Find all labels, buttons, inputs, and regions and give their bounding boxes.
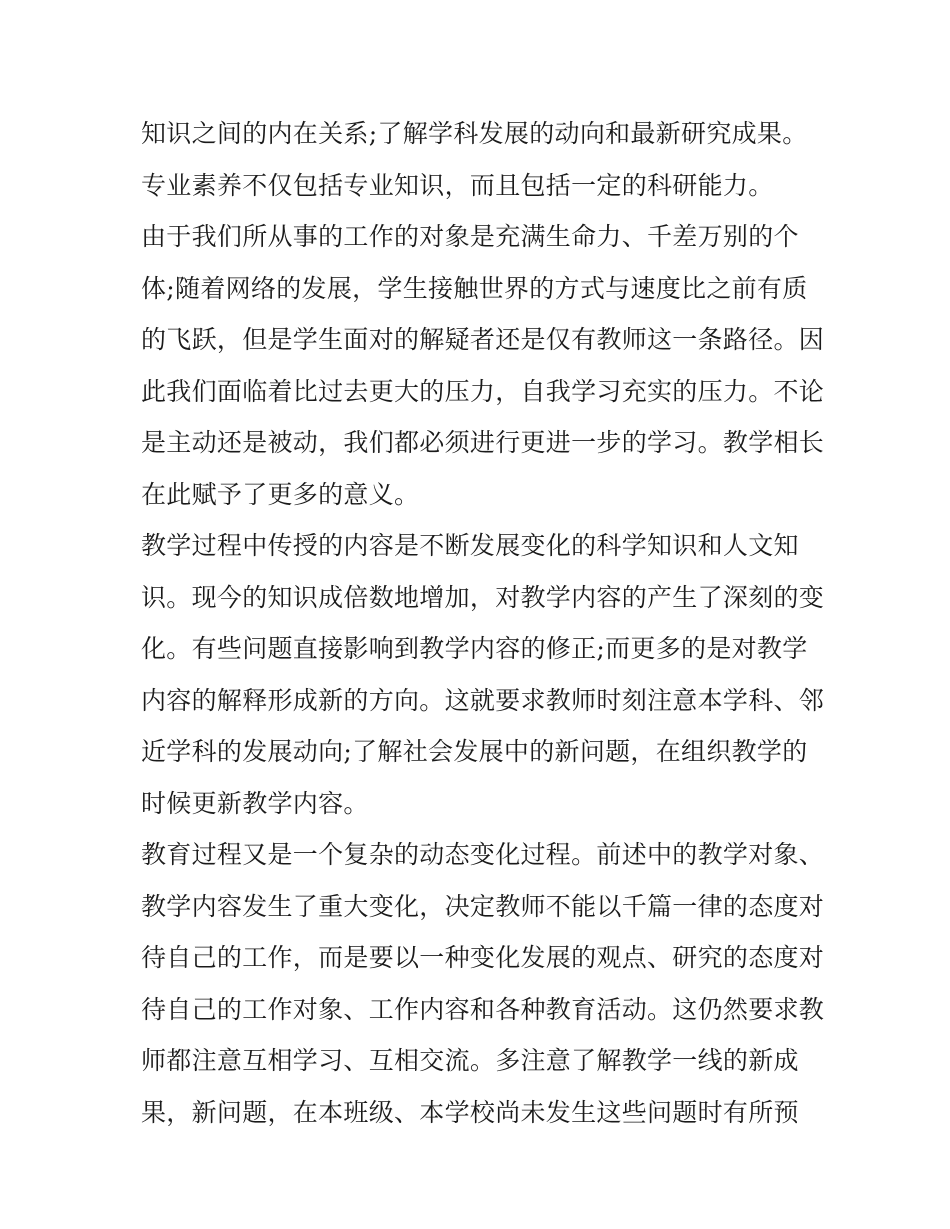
text-line: 待自己的工作，而是要以一种变化发展的观点、研究的态度对	[141, 943, 825, 972]
text-line: 化。有些问题直接影响到教学内容的修正;而更多的是对教学	[141, 634, 808, 663]
text-line: 教学过程中传授的内容是不断发展变化的科学知识和人文知	[141, 531, 799, 560]
text-line: 近学科的发展动向;了解社会发展中的新问题，在组织教学的	[141, 737, 808, 766]
text-line: 教学内容发生了重大变化，决定教师不能以千篇一律的态度对	[141, 891, 825, 921]
text-line: 体;随着网络的发展，学生接触世界的方式与速度比之前有质	[141, 273, 808, 303]
text-line: 教育过程又是一个复杂的动态变化过程。前述中的教学对象、	[141, 840, 825, 869]
text-line: 知识之间的内在关系;了解学科发展的动向和最新研究成果。	[141, 119, 808, 148]
text-line: 待自己的工作对象、工作内容和各种教育活动。这仍然要求教	[141, 994, 825, 1024]
text-line: 内容的解释形成新的方向。这就要求教师时刻注意本学科、邻	[141, 685, 825, 715]
text-line: 由于我们所从事的工作的对象是充满生命力、千差万别的个	[141, 222, 799, 251]
text-line: 此我们面临着比过去更大的压力，自我学习充实的压力。不论	[141, 376, 825, 406]
text-line: 师都注意互相学习、互相交流。多注意了解教学一线的新成	[141, 1046, 799, 1075]
text-line: 的飞跃，但是学生面对的解疑者还是仅有教师这一条路径。因	[141, 325, 825, 354]
document-body	[141, 108, 825, 1138]
text-line: 时候更新教学内容。	[141, 788, 369, 818]
text-line: 在此赋予了更多的意义。	[141, 479, 420, 509]
text-line: 果，新问题，在本班级、本学校尚未发生这些问题时有所预	[141, 1097, 799, 1127]
text-line: 是主动还是被动，我们都必须进行更进一步的学习。教学相长	[141, 428, 825, 457]
text-line: 识。现今的知识成倍数地增加，对教学内容的产生了深刻的变	[141, 582, 825, 612]
text-line: 专业素养不仅包括专业知识，而且包括一定的科研能力。	[141, 170, 774, 200]
